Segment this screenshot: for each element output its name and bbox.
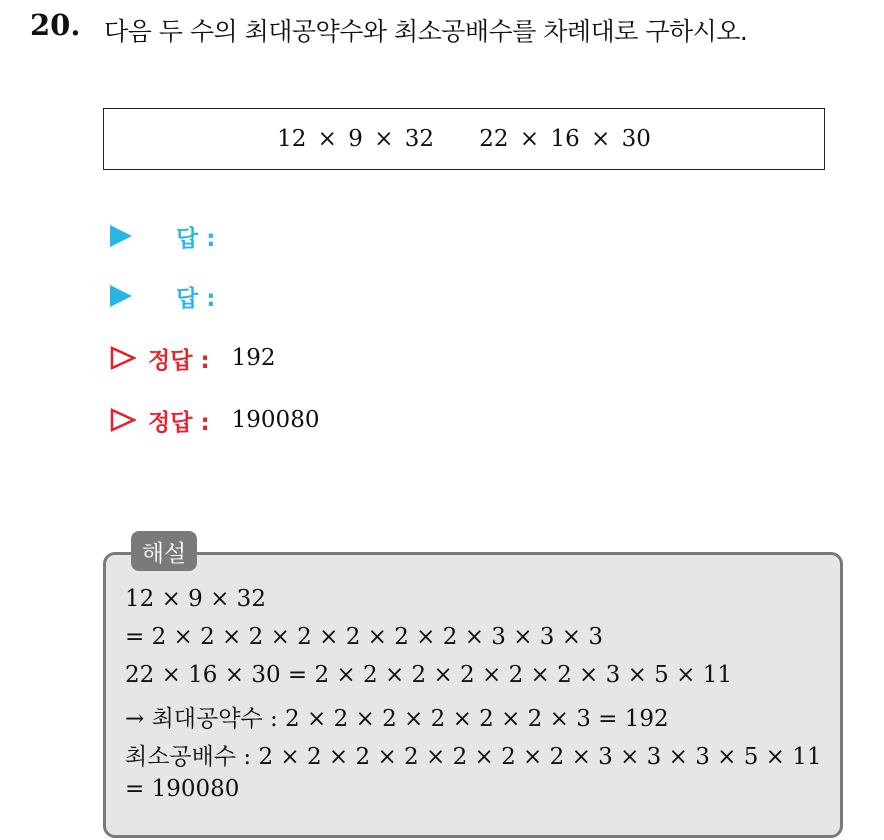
question-text: 다음 두 수의 최대공약수와 최소공배수를 차례대로 구하시오.: [104, 17, 748, 46]
correct-answer-value: 190080: [231, 407, 320, 433]
answer-label: 답 :: [176, 225, 216, 252]
correct-answer-label: 정답 :: [148, 347, 210, 374]
expression-box: [103, 108, 825, 170]
play-triangle-icon: [110, 285, 132, 307]
correct-answer-label: 정답 :: [148, 409, 210, 436]
solution-line: = 190080: [125, 776, 240, 802]
correct-answer-row-2: [110, 403, 319, 437]
solution-line: = 2 × 2 × 2 × 2 × 2 × 2 × 2 × 3 × 3 × 3: [125, 624, 603, 650]
solution-title: 해설: [131, 531, 197, 571]
solution-line: 최소공배수 : 2 × 2 × 2 × 2 × 2 × 2 × 2 × 3 × 3 × 3 × 5 × 11: [125, 744, 822, 770]
solution-line: 12 × 9 × 32: [125, 586, 266, 612]
answer-row-2: [110, 279, 215, 313]
correct-answer-row-1: [110, 341, 276, 375]
expression-text: 12 × 9 × 32 22 × 16 × 30: [277, 126, 651, 152]
question-number: 20.: [30, 8, 81, 42]
outline-triangle-icon: [110, 408, 136, 432]
outline-triangle-icon: [110, 346, 136, 370]
solution-line: → 최대공약수 : 2 × 2 × 2 × 2 × 2 × 2 × 3 = 192: [125, 706, 669, 732]
play-triangle-icon: [110, 225, 132, 247]
solution-line: 22 × 16 × 30 = 2 × 2 × 2 × 2 × 2 × 2 × 3 × 5 × 11: [125, 662, 732, 688]
answer-label: 답 :: [176, 285, 216, 312]
answer-row-1: [110, 219, 215, 253]
correct-answer-value: 192: [231, 345, 276, 371]
